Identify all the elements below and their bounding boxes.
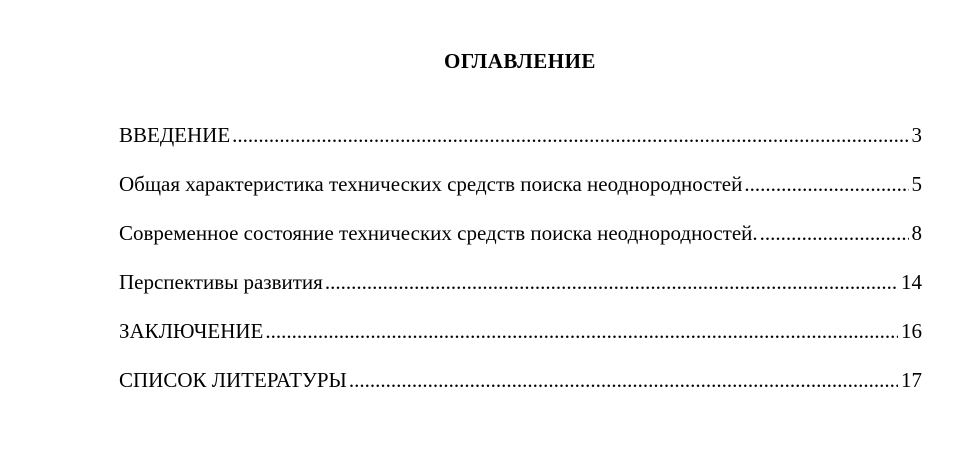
toc-dot-leader	[325, 267, 898, 297]
toc-entry-prospects	[119, 267, 922, 316]
toc-dot-leader	[349, 365, 898, 395]
toc-entry-page: 8	[911, 221, 922, 245]
toc-entry-label: ВВЕДЕНИЕ	[119, 123, 231, 147]
toc-entry-label: Перспективы развития	[119, 270, 323, 294]
toc-entry-label: ЗАКЛЮЧЕНИЕ	[119, 319, 264, 343]
toc-entry-page: 17	[901, 368, 922, 392]
toc-entry-label: Общая характеристика технических средств поиска неоднородностей	[119, 172, 743, 196]
toc-entry-label: СПИСОК ЛИТЕРАТУРЫ	[119, 368, 347, 392]
toc-entry-page: 5	[911, 172, 922, 196]
toc-dot-leader	[232, 120, 908, 150]
toc-list	[119, 120, 922, 414]
toc-entry-page: 3	[911, 123, 922, 147]
toc-entry-current-state	[119, 218, 922, 267]
toc-entry-page: 14	[901, 270, 922, 294]
toc-entry-references	[119, 365, 922, 414]
toc-title: ОГЛАВЛЕНИЕ	[444, 49, 596, 73]
toc-entry-general-characteristics	[119, 169, 922, 218]
toc-entry-introduction	[119, 120, 922, 169]
toc-entry-page: 16	[901, 319, 922, 343]
toc-dot-leader	[760, 218, 909, 248]
toc-dot-leader	[744, 169, 908, 199]
toc-dot-leader	[265, 316, 898, 346]
toc-entry-conclusion	[119, 316, 922, 365]
toc-entry-label: Современное состояние технических средств поиска неоднородностей.	[119, 221, 758, 245]
